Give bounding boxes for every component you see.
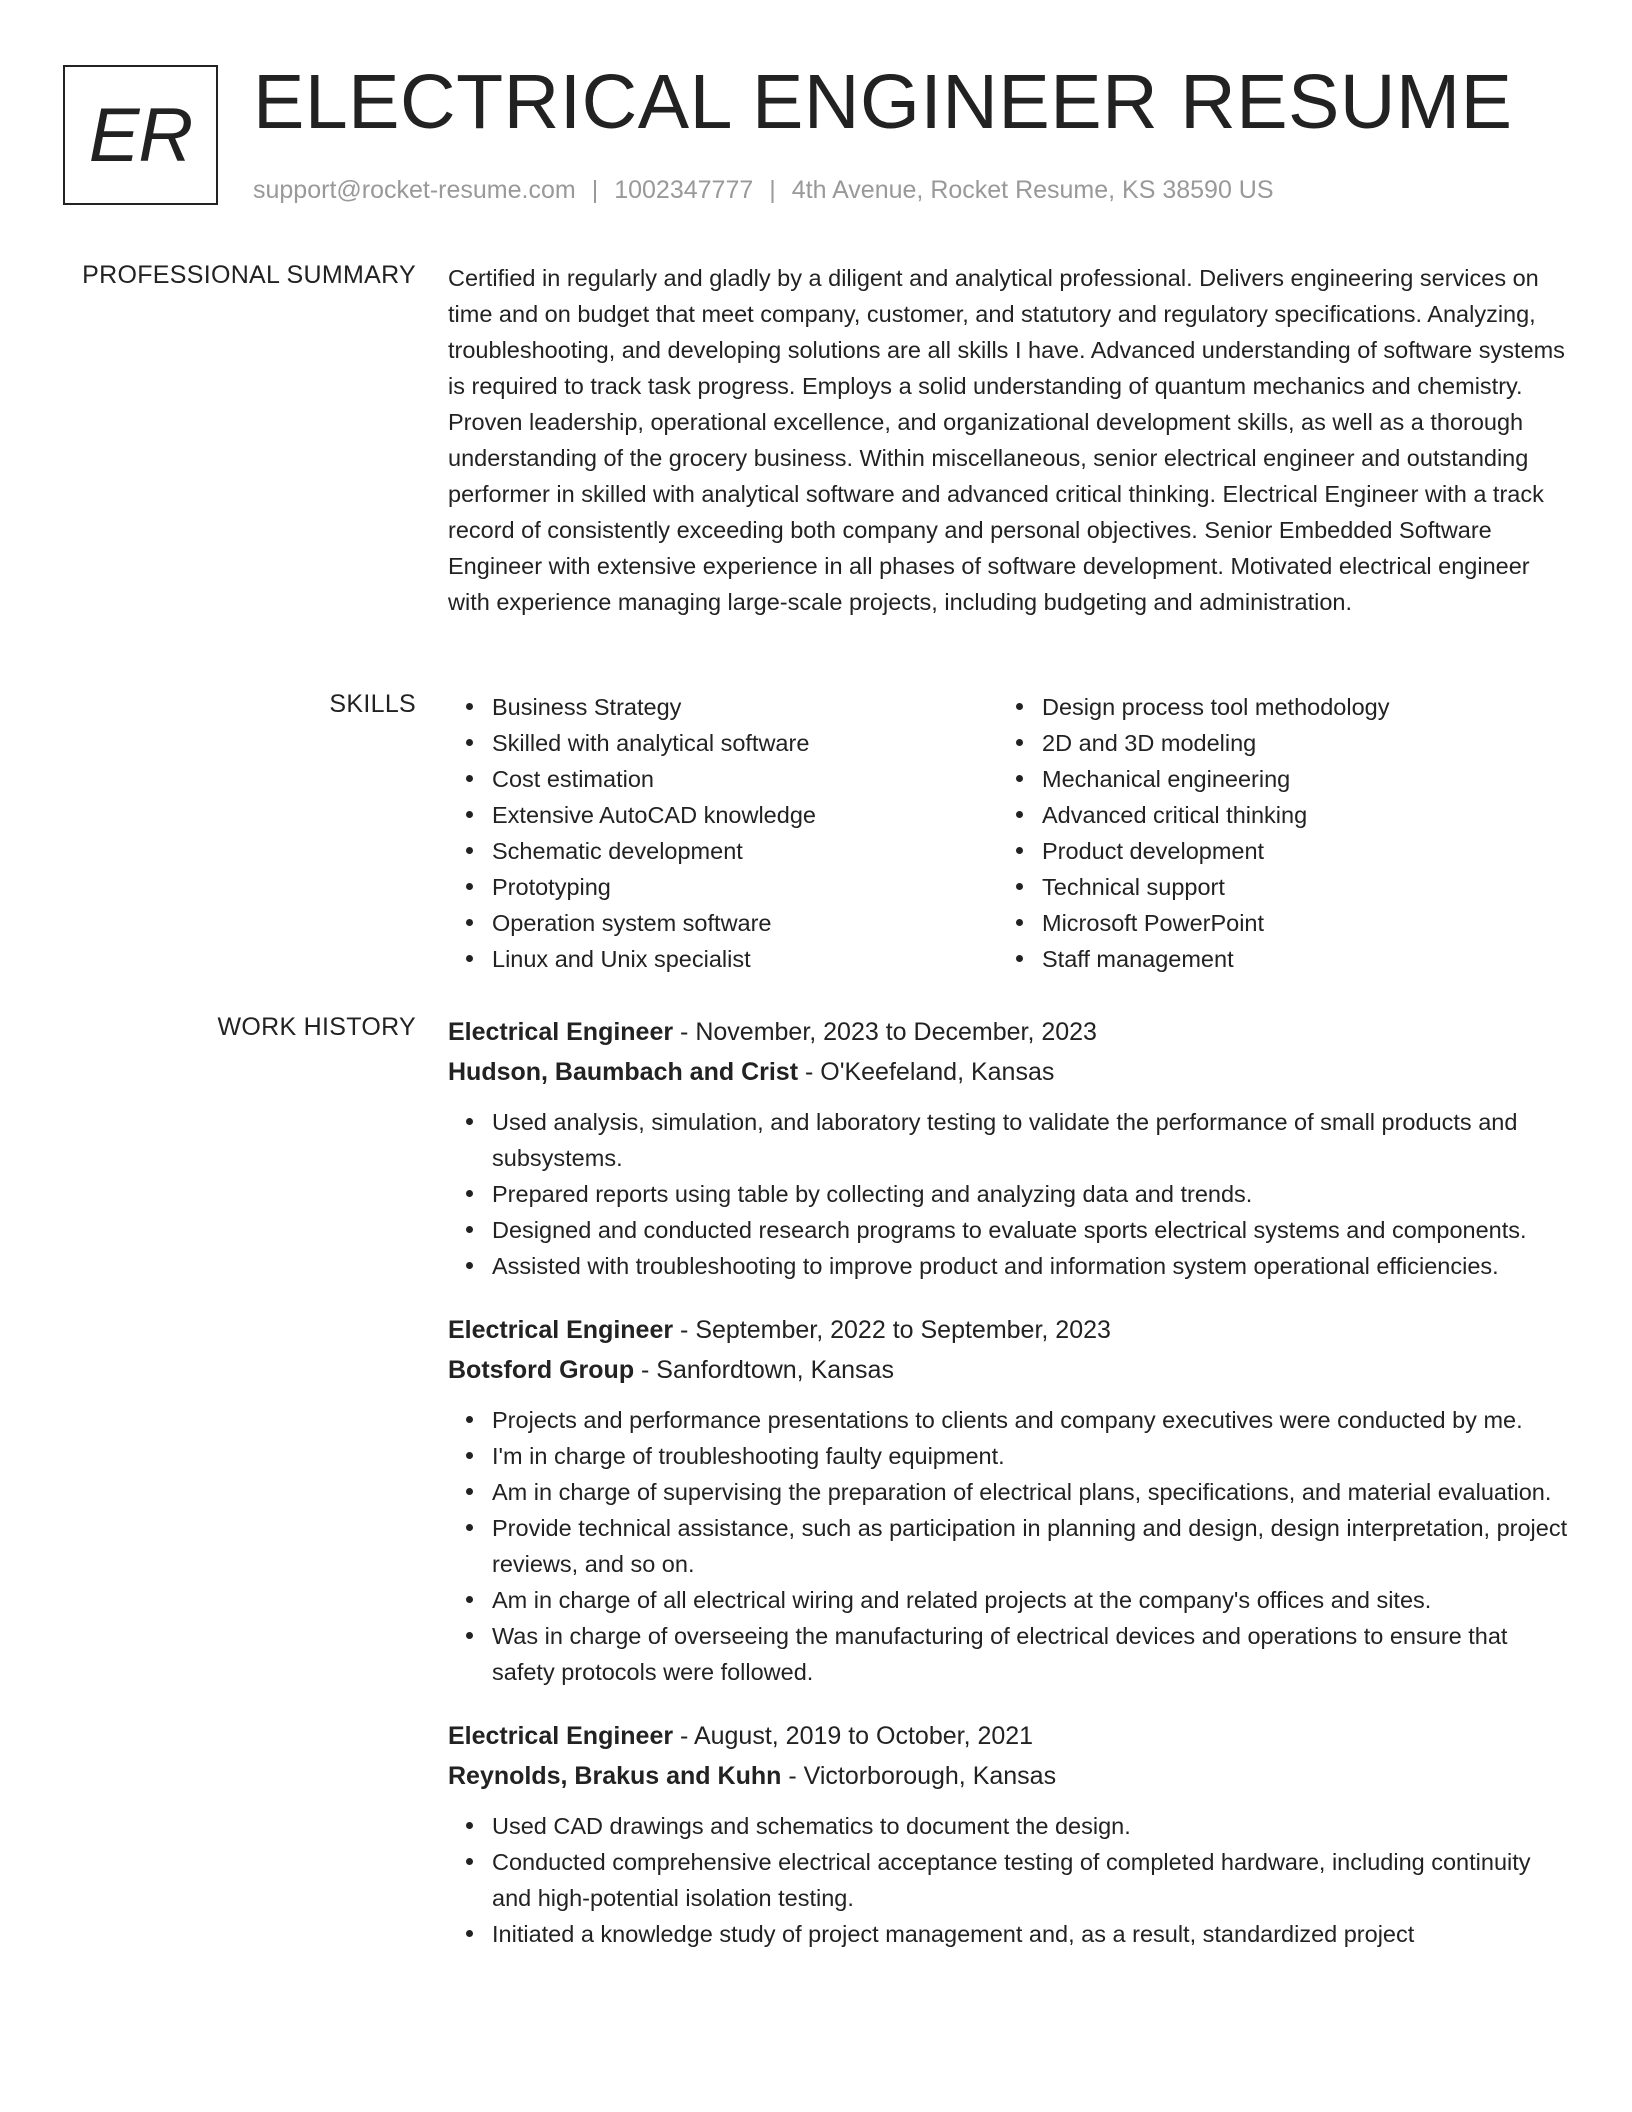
- contact-address: 4th Avenue, Rocket Resume, KS 38590 US: [791, 176, 1274, 204]
- contact-phone[interactable]: 1002347777: [614, 176, 754, 204]
- contact-separator: |: [769, 176, 776, 204]
- skill-item: Product development: [1042, 833, 1548, 869]
- job-entry: [448, 1012, 1568, 1284]
- job-bullet: Initiated a knowledge study of project management and, as a result, standardized project: [492, 1916, 1568, 1952]
- job-title: Electrical Engineer: [448, 1316, 674, 1344]
- skill-item: Operation system software: [492, 905, 998, 941]
- job-company-line: [448, 1052, 1568, 1092]
- job-bullets: [448, 1402, 1568, 1690]
- job-bullet: I'm in charge of troubleshooting faulty equipment.: [492, 1438, 1568, 1474]
- skills-column-right: [998, 689, 1548, 977]
- job-title: Electrical Engineer: [448, 1722, 674, 1750]
- job-title: Electrical Engineer: [448, 1018, 674, 1046]
- job-dates: - November, 2023 to December, 2023: [673, 1018, 1097, 1046]
- contact-separator: |: [591, 176, 599, 204]
- job-bullet: Am in charge of supervising the preparation of electrical plans, specifications, and material evaluation.: [492, 1474, 1568, 1510]
- skill-item: Cost estimation: [492, 761, 998, 797]
- skill-item: Schematic development: [492, 833, 998, 869]
- section-heading-skills: SKILLS: [329, 690, 416, 718]
- skill-item: 2D and 3D modeling: [1042, 725, 1548, 761]
- resume-title: ELECTRICAL ENGINEER RESUME: [253, 59, 1513, 145]
- job-bullet: Assisted with troubleshooting to improve product and information system operational efficiencies.: [492, 1248, 1568, 1284]
- skills-column-left: [448, 689, 998, 977]
- job-company: Hudson, Baumbach and Crist: [448, 1058, 799, 1086]
- job-company: Reynolds, Brakus and Kuhn: [448, 1762, 782, 1790]
- job-company: Botsford Group: [448, 1356, 635, 1384]
- job-entry: [448, 1716, 1568, 1952]
- work-history-content: [448, 1012, 1568, 1978]
- job-location: - Victorborough, Kansas: [781, 1762, 1057, 1790]
- job-bullet: Prepared reports using table by collecting and analyzing data and trends.: [492, 1176, 1568, 1212]
- skill-item: Staff management: [1042, 941, 1548, 977]
- summary-content: [448, 260, 1568, 620]
- job-bullet: Projects and performance presentations to clients and company executives were conducted by me.: [492, 1402, 1568, 1438]
- job-bullet: Used CAD drawings and schematics to document the design.: [492, 1808, 1568, 1844]
- job-bullet: Conducted comprehensive electrical acceptance testing of completed hardware, including continuity and high-potential isolation testing.: [492, 1844, 1568, 1916]
- skills-content: [448, 689, 1568, 977]
- monogram-logo: ER: [63, 65, 218, 205]
- job-dates: - September, 2022 to September, 2023: [673, 1316, 1111, 1344]
- skill-item: Advanced critical thinking: [1042, 797, 1548, 833]
- contact-email[interactable]: support@rocket-resume.com: [253, 176, 576, 204]
- job-title-line: [448, 1012, 1568, 1052]
- skill-item: Skilled with analytical software: [492, 725, 998, 761]
- section-heading-summary: PROFESSIONAL SUMMARY: [82, 261, 416, 289]
- skill-item: Prototyping: [492, 869, 998, 905]
- job-company-line: [448, 1756, 1568, 1796]
- skill-item: Microsoft PowerPoint: [1042, 905, 1548, 941]
- summary-text: Certified in regularly and gladly by a diligent and analytical professional. Delivers engineering services on time and on budget that meet company, customer, and statutory and regulatory specifications. Analyzing, troubleshooting, and developing solutions are all skills I have. Advanced understanding of software systems is required to track task progress. Employs a solid understanding of quantum mechanics and chemistry. Proven leadership, operational excellence, and organizational development skills, as well as a thorough understanding of the grocery business. Within miscellaneous, senior electrical engineer and outstanding performer in skilled with analytical software and advanced critical thinking. Electrical Engineer with a track record of consistently exceeding both company and personal objectives. Senior Embedded Software Engineer with extensive experience in all phases of software development. Motivated electrical engineer with experience managing large-scale projects, including budgeting and administration.: [448, 265, 1565, 615]
- job-title-line: [448, 1716, 1568, 1756]
- skill-item: Technical support: [1042, 869, 1548, 905]
- job-entry: [448, 1310, 1568, 1690]
- job-company-line: [448, 1350, 1568, 1390]
- skill-item: Design process tool methodology: [1042, 689, 1548, 725]
- job-bullets: [448, 1808, 1568, 1952]
- job-title-line: [448, 1310, 1568, 1350]
- contact-line: [253, 175, 1274, 205]
- job-bullet: Designed and conducted research programs to evaluate sports electrical systems and components.: [492, 1212, 1568, 1248]
- skill-item: Linux and Unix specialist: [492, 941, 998, 977]
- job-location: - Sanfordtown, Kansas: [634, 1356, 894, 1384]
- job-bullet: Used analysis, simulation, and laboratory testing to validate the performance of small products and subsystems.: [492, 1104, 1568, 1176]
- skill-item: Mechanical engineering: [1042, 761, 1548, 797]
- job-bullet: Provide technical assistance, such as participation in planning and design, design interpretation, project reviews, and so on.: [492, 1510, 1568, 1582]
- job-location: - O'Keefeland, Kansas: [798, 1058, 1055, 1086]
- job-bullet: Was in charge of overseeing the manufacturing of electrical devices and operations to ensure that safety protocols were followed.: [492, 1618, 1568, 1690]
- job-bullets: [448, 1104, 1568, 1284]
- skill-item: Business Strategy: [492, 689, 998, 725]
- job-bullet: Am in charge of all electrical wiring and related projects at the company's offices and sites.: [492, 1582, 1568, 1618]
- section-heading-work-history: WORK HISTORY: [217, 1013, 416, 1041]
- job-dates: - August, 2019 to October, 2021: [673, 1722, 1034, 1750]
- skill-item: Extensive AutoCAD knowledge: [492, 797, 998, 833]
